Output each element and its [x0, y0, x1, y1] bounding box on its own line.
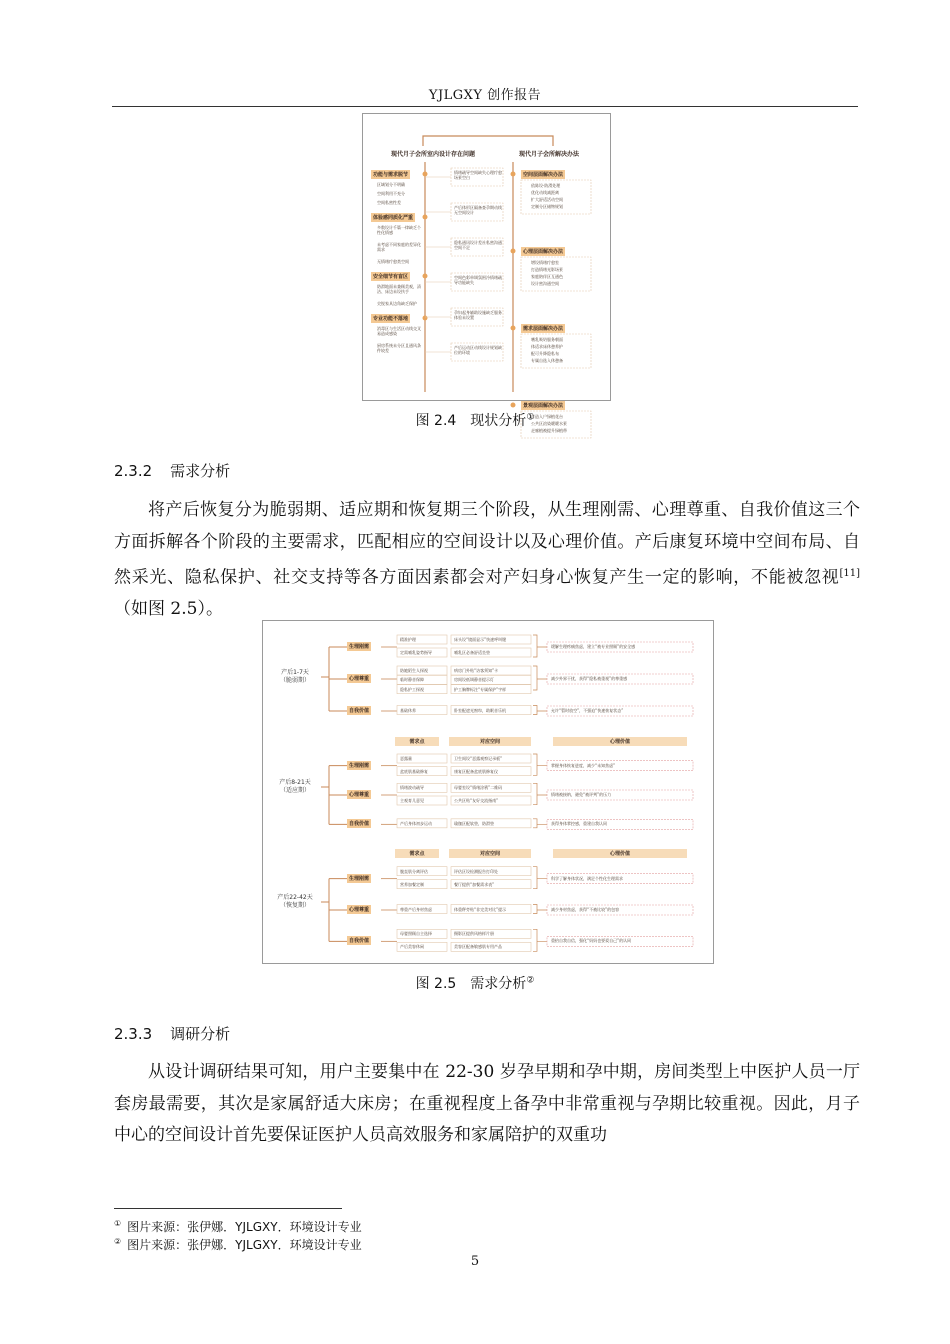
- fig25-value-text: 减少身材焦虑，获得“不被比较”的包容: [551, 907, 620, 912]
- fig25-value-text: 情绪被接纳，避免“被评判”的压力: [551, 792, 612, 797]
- fig24-right-item: 走廊植被提升绿植带: [531, 428, 567, 433]
- fig25-need-text: 产后身体初步运动: [400, 820, 432, 826]
- fig25-value-text: 科学了解身体状况，满足个性化生理需求: [551, 875, 623, 881]
- fig24-node: [511, 326, 516, 331]
- fig24-right-item: 打造入户绿植花台: [531, 414, 563, 419]
- fig25-value-text: 重拾自我自信，强化“妈妈也要爱自己”的认同: [551, 938, 632, 944]
- fig24-left-title: 现代月子会所室内设计存在问题: [391, 151, 476, 158]
- fig25-need-text: 防她陌生人探视: [400, 668, 428, 673]
- fig24-right-tag: 空间层面解决办法: [523, 172, 564, 178]
- fig24-right-item: 定制分区储物规划: [531, 204, 563, 209]
- fig25-value-text: 获得身体掌控感，重建自我认同: [551, 821, 607, 827]
- fig24-top-bracket: [423, 136, 553, 146]
- fig25-space-text: 母婴室设“情绪涂鸦”二维码: [454, 785, 503, 791]
- fig25-need-text: 精准护理: [400, 637, 416, 642]
- fig25-stage-label: 产后22-42天 （恢复期）: [277, 894, 313, 909]
- fig24-node: [423, 172, 428, 177]
- fig25-value-text: 减少外界干扰，获得“隐私被重视”的尊重感: [551, 676, 628, 681]
- fig25-need-text: 临时静音保障: [400, 677, 424, 683]
- caption-footnote-mark: ①: [526, 412, 535, 423]
- fig24-left-tag: 专业功能不落地: [373, 316, 409, 322]
- fig24-left-item: 消毒区与生活区动线交叉易造成感染: [377, 326, 421, 336]
- fig25-brace: [533, 867, 547, 889]
- fig24-node: [511, 172, 516, 177]
- fig24-middle-item: 空间色彩单调氛围冷情绪疏导功能缺失: [454, 275, 502, 285]
- fig25-need-text: 情绪波动疏导: [400, 785, 424, 791]
- fig25-brace: [533, 706, 547, 715]
- fig25-space-text: 餐厅提供“加餐需求表”: [454, 881, 495, 887]
- fig24-middle-item: 产后体形区隔备查孕期动线无空间设计: [454, 205, 502, 215]
- section-number: 2.3.3: [114, 1025, 153, 1043]
- fig25-category-tag: 生理刚需: [349, 875, 370, 882]
- fig24-middle-item: 情绪疏导空间缺失心理疗愈场景空白: [454, 170, 502, 180]
- fig25-category-tag: 生理刚需: [349, 762, 370, 769]
- fig25-need-text: 定需哺乳姿势指导: [400, 650, 432, 655]
- fig24-right-item: 嗜乳吸奶服务朝面: [531, 337, 563, 342]
- fig25-space-text: 护工胸牌标注“专属保护”字样: [454, 686, 507, 692]
- fig25-stage-label: 产后1-7天 （脆弱期）: [279, 669, 310, 684]
- fig24-right-item: 专属自选入休憩备: [531, 358, 563, 363]
- fig24-right-item: 增设情绪疗愈室: [531, 260, 559, 265]
- fig25-header-space: 对应空间: [449, 849, 531, 858]
- fig25-space-text: 摄影区提供风格样片册: [454, 931, 494, 937]
- fig24-right-tag: 景观层面解决办法: [523, 403, 564, 409]
- fig25-space-text: 公共区贴“友好交流指南”: [454, 798, 499, 803]
- fig24-left-item: 无情绪疗愈类空间: [377, 259, 409, 264]
- fig25-brace: [533, 666, 547, 690]
- fig25-need-text: 恶露量: [400, 756, 412, 761]
- section-heading-2-3-2: [114, 460, 230, 481]
- fig24-left-item: 厨房系统未分区且通风条件较差: [377, 343, 421, 353]
- fig24-node: [423, 274, 428, 279]
- caption-footnote-mark: ②: [526, 975, 535, 986]
- fig25-header-value: 心理价值: [553, 737, 687, 746]
- paragraph-tail: （如图 2.5）。: [114, 599, 223, 620]
- fig25-space-text: 卧室配遮光窗帘，助眠音乐机: [454, 707, 506, 713]
- fig24-right-title: 现代月子会所解决办法: [519, 151, 580, 158]
- paragraph-demand-analysis: [114, 495, 860, 626]
- fig25-brace: [533, 635, 547, 657]
- footnote-text: 图片来源：张伊娜．YJLGXY．环境设计专业: [127, 1238, 362, 1252]
- fig24-left-item: 尖锐家具边角缺乏保护: [377, 301, 417, 306]
- fig25-category-tag: 心理尊重: [349, 792, 370, 798]
- fig25-brace: [533, 905, 547, 914]
- figure-2-4-caption: [0, 410, 950, 430]
- fig25-header-need: 需求点: [395, 849, 439, 858]
- fig25-need-text: 盆底肌基础修复: [400, 768, 428, 774]
- fig25-space-text: 体重秤旁贴“非完美对比”提示: [454, 906, 507, 912]
- fig25-category-tag: 自我价值: [349, 938, 370, 945]
- fig25-space-text: 美容区配备敏感肌专用产品: [454, 944, 502, 950]
- fig25-need-text: 产后美容休闲: [400, 944, 424, 950]
- fig24-right-item: 扩大舒适活动空间: [531, 197, 563, 202]
- footnote-2: [114, 1236, 362, 1253]
- footnote-1: [114, 1218, 362, 1235]
- fig24-left-item: 防滑地面未兼顾美观，清洁、床边未设扶手: [377, 284, 421, 294]
- fig25-brace: [533, 929, 547, 951]
- fig24-right-item: 公共区渲染暖暖水景: [531, 421, 567, 426]
- footnote-text: 图片来源：张伊娜．YJLGXY．环境设计专业: [127, 1220, 362, 1234]
- fig24-right-tag: 心理层面解决办法: [523, 249, 564, 255]
- fig25-need-text: 母婴照顾自主选择: [400, 931, 432, 937]
- fig24-right-item: 设计密沟通空间: [531, 281, 559, 286]
- fig24-middle-item: 隐私通讯设计差社私密沟通空间不足: [454, 240, 502, 250]
- fig24-left-item: 多数设计千篇一律缺乏个性化情感: [377, 225, 421, 235]
- fig24-right-item: 依陈设·防滑处理: [531, 183, 561, 188]
- caption-text: 图 2.5 需求分析: [415, 976, 527, 992]
- paragraph-survey-analysis: 从设计调研结果可知，用户主要集中在 22-30 岁孕早期和孕中期，房间类型上中医护人员一厅套房最需要，其次是家属舒适大床房；在重视程度上备孕中非常重视与孕期比较重视。因此，月子中心的空间设计首先要保证医护人员高效服务和家属陪护的双重功: [114, 1062, 860, 1145]
- figure-2-5-demand-analysis: [262, 620, 714, 964]
- fig25-category-tag: 自我价值: [349, 821, 370, 828]
- fig24-middle-item: 孕妇起身辅助设施缺乏服务体验未设置: [454, 310, 502, 320]
- fig24-left-tag: 体验感同质化严重: [373, 215, 414, 221]
- fig25-space-text: 评估区设检测报告打印处: [454, 868, 498, 874]
- fig25-brace: [533, 819, 547, 828]
- fig25-category-tag: 心理尊重: [349, 676, 370, 682]
- fig25-value-text: 允许“暂时放空”，不强迫“快速恢复状态”: [551, 708, 624, 713]
- fig25-category-tag: 自我价值: [349, 708, 370, 714]
- caption-text: 图 2.4 现状分析: [415, 413, 527, 429]
- fig24-node: [423, 316, 428, 321]
- fig25-need-text: 主观育儿意见: [400, 798, 424, 803]
- fig25-value-text: 掌握身体恢复进度，减少“未知焦虑”: [551, 762, 616, 768]
- section-heading-2-3-3: [114, 1023, 230, 1044]
- fig25-need-text: 腹直肌分离评估: [400, 868, 428, 874]
- fig25-header-space: 对应空间: [449, 737, 531, 746]
- fig24-right-item: 家庭陪伴区互通色: [531, 274, 563, 279]
- fig24-right-tag: 需求层面解决办法: [523, 326, 564, 332]
- fig24-left-tag: 安全细节有盲区: [373, 274, 409, 280]
- section-title: 需求分析: [170, 462, 231, 480]
- fig24-left-tag: 功能与需求脱节: [373, 172, 409, 178]
- fig24-right-item: 优化动线减距离: [531, 190, 559, 195]
- section-title: 调研分析: [170, 1025, 231, 1043]
- fig25-space-text: 房间设低调静音提示灯: [454, 677, 494, 683]
- page-header: YJLGXY 创作报告: [428, 88, 542, 103]
- fig24-left-item: 区域划分不明确: [377, 182, 405, 187]
- footnote-mark: ①: [114, 1219, 122, 1228]
- footnote-rule: [114, 1208, 342, 1209]
- fig24-left-item: 未考虑不同家庭的差异化需求: [377, 242, 421, 252]
- fig25-space-text: 哺乳区必备舒适坐垫: [454, 650, 490, 655]
- fig24-node: [511, 249, 516, 254]
- fig25-need-text: 营养加餐定制: [400, 881, 424, 887]
- footnote-mark: ②: [114, 1237, 122, 1246]
- page-number: 5: [470, 1254, 480, 1269]
- fig25-brace: [533, 783, 547, 804]
- citation: [11]: [839, 568, 860, 579]
- fig25-space-text: 床头设“镜面显示”快速呼叫键: [454, 637, 507, 642]
- fig25-space-text: 卫生间设“恶露观察记录板”: [454, 756, 503, 761]
- fig25-category-tag: 心理尊重: [349, 907, 370, 913]
- fig25-value-text: 缓解生理疼痛焦虑，建立“被专业照顾”的安全感: [551, 644, 636, 649]
- fig25-space-text: 康复区配备盆底肌修复仪: [454, 768, 498, 774]
- fig25-space-text: 病房门外贴“访客须知”卡: [454, 668, 499, 673]
- fig25-need-text: 尊重产后身材焦虑: [400, 906, 432, 912]
- header-rule: [112, 106, 858, 107]
- section-number: 2.3.2: [114, 462, 153, 480]
- figure-2-5-caption: [0, 973, 950, 993]
- fig25-category-tag: 生理刚需: [349, 644, 370, 650]
- fig25-header-need: 需求点: [395, 737, 439, 746]
- fig25-need-text: 基础休养: [400, 707, 416, 713]
- fig24-node: [511, 403, 516, 408]
- fig24-right-item: 打造情绪光影场景: [531, 267, 563, 272]
- fig25-brace: [533, 754, 547, 775]
- fig24-left-item: 空间利用不充分: [377, 191, 405, 196]
- fig25-header-value: 心理价值: [553, 849, 687, 858]
- paragraph-text: 将产后恢复分为脆弱期、适应期和恢复期三个阶段，从生理刚需、心理尊重、自我价值这三个方面拆解各个阶段的主要需求，匹配相应的空间设计以及心理价值。产后康复环境中空间布局、自然采光、隐私保护、社交支持等各方面因素都会对产妇身心恢复产生一定的影响，不能被忽视: [114, 500, 860, 588]
- fig25-need-text: 隐私护工探视: [400, 686, 424, 692]
- fig24-middle-item: 产后运动区动线设计规划缺位的环境: [454, 345, 502, 355]
- fig24-node: [423, 215, 428, 220]
- fig24-left-item: 空间私密性差: [377, 200, 401, 205]
- fig25-space-text: 瑜伽区配软垫，防滑垫: [454, 820, 494, 826]
- fig24-right-item: 体适求床休憩养护: [531, 344, 563, 349]
- fig25-stage-label: 产后8-21天 （适应期）: [279, 779, 311, 794]
- fig24-right-item: 配可升降隐私布: [531, 351, 559, 356]
